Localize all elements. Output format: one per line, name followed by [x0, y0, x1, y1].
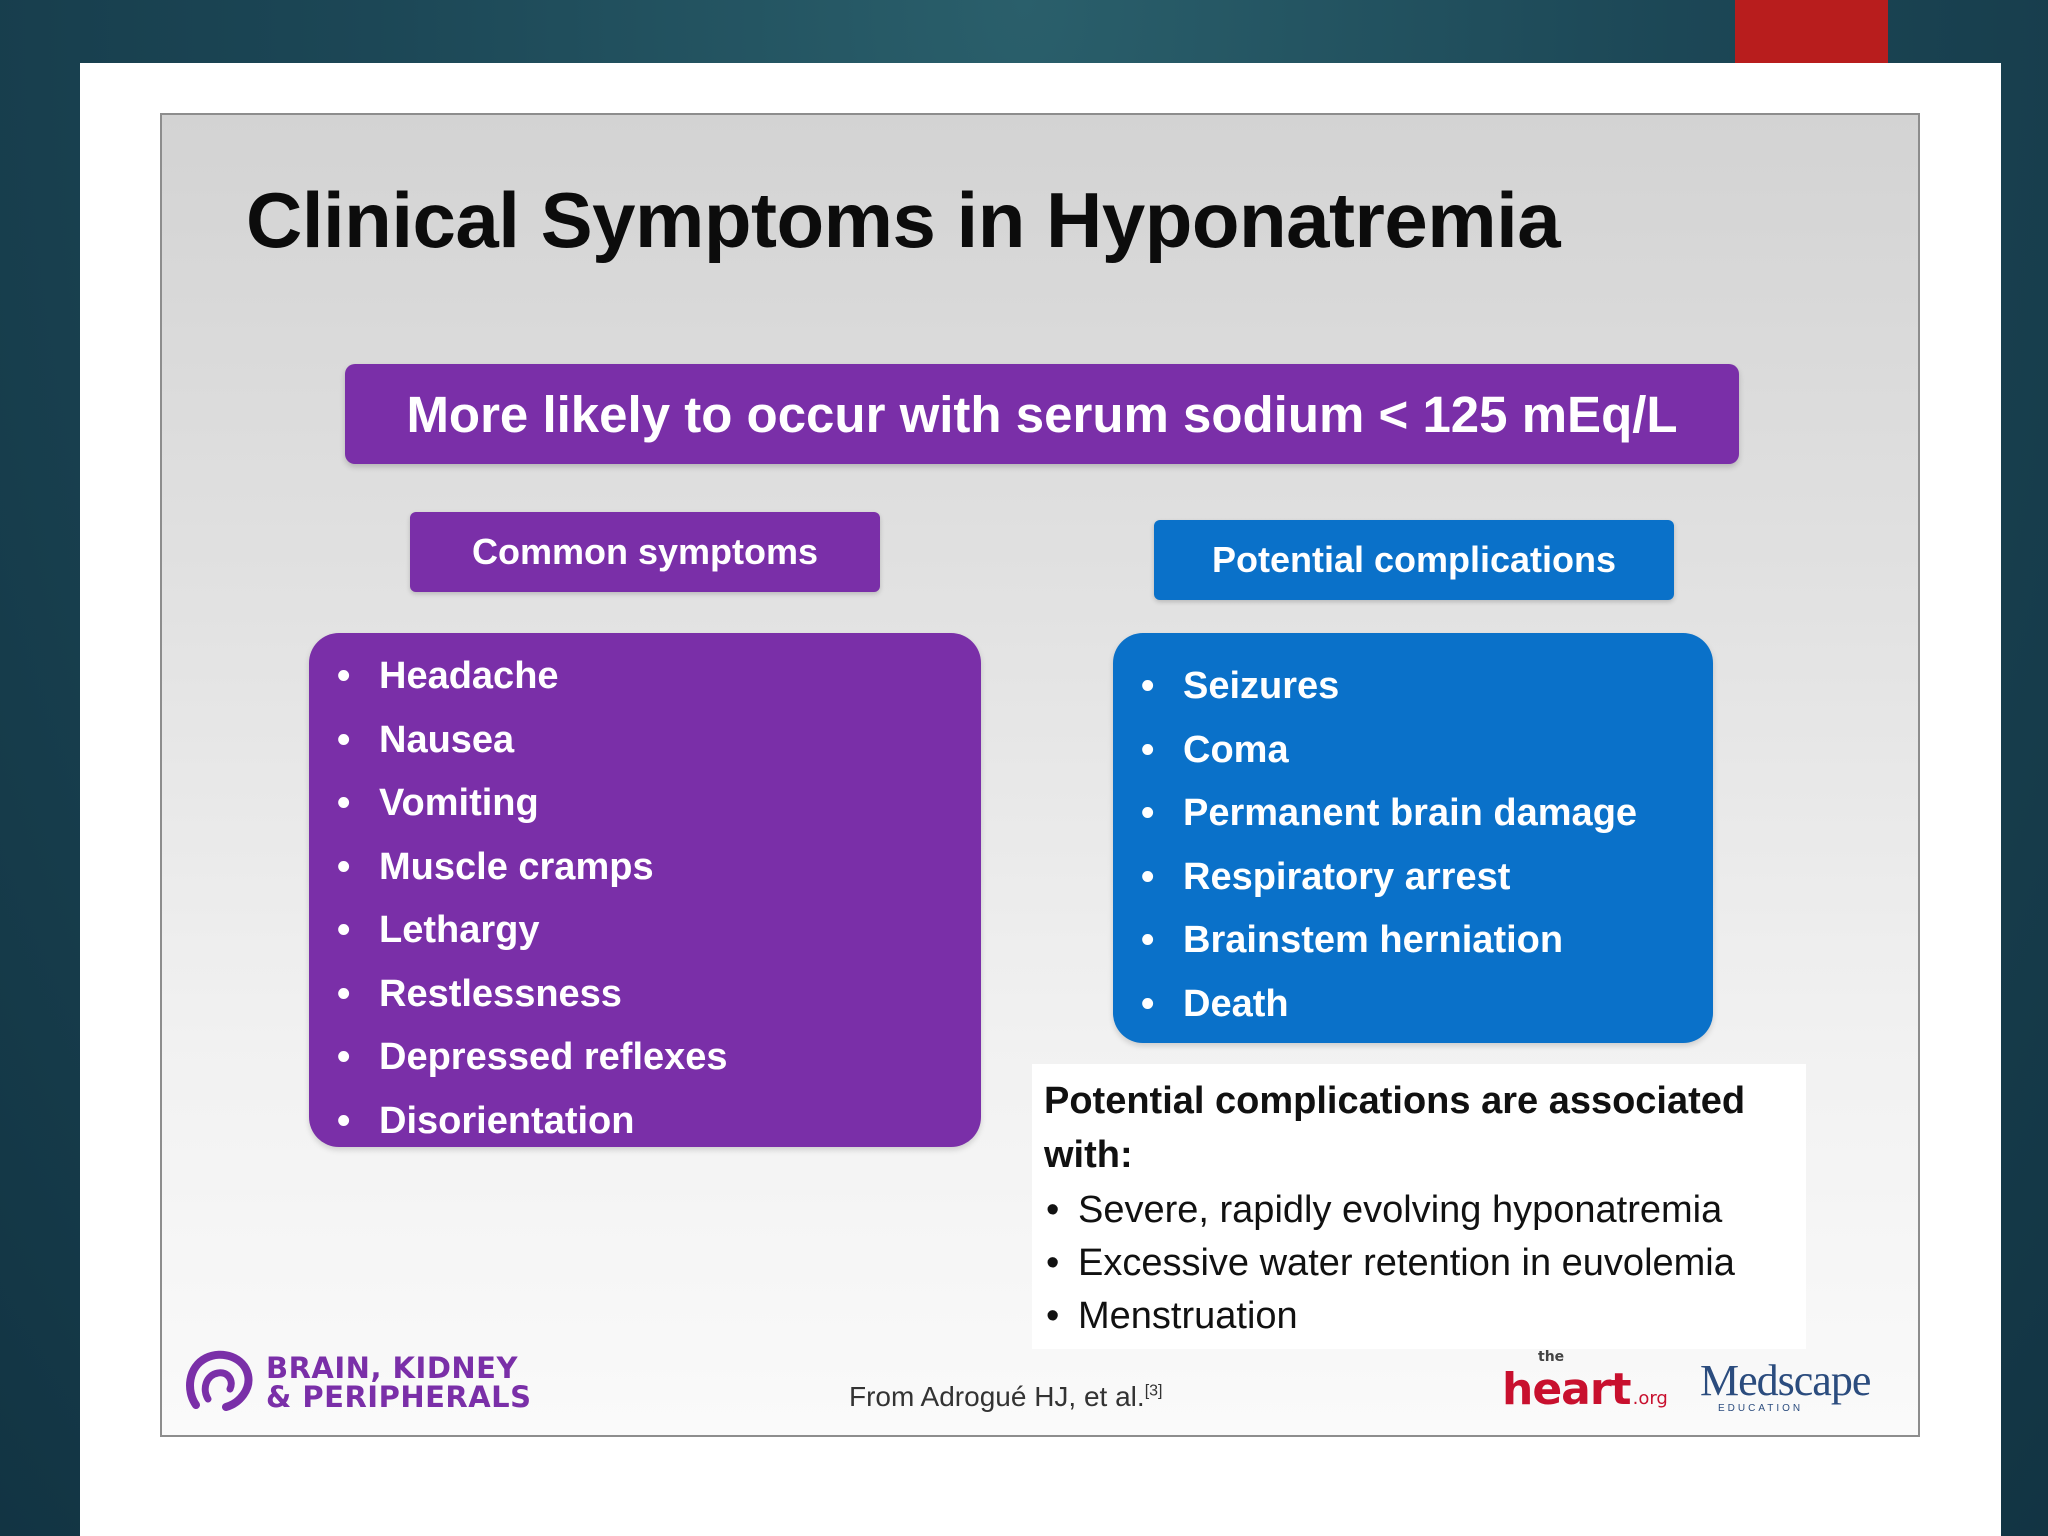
citation-ref: [3]	[1144, 1382, 1163, 1400]
red-accent-bar	[1735, 0, 1888, 64]
medscape-logo	[1700, 1356, 1871, 1414]
logo-heart-the: the	[1538, 1349, 1565, 1365]
note-list	[1044, 1184, 1806, 1343]
common-symptoms-list	[309, 633, 981, 1147]
list-item: • Nausea	[379, 709, 981, 773]
slide-title: Clinical Symptoms in Hyponatremia	[246, 176, 1561, 264]
list-item: • Death	[1183, 973, 1713, 1037]
list-item: • Restlessness	[379, 963, 981, 1027]
note-heading: Potential complications are associated with:	[1044, 1080, 1746, 1176]
list-item: • Excessive water retention in euvolemia	[1044, 1237, 1806, 1290]
common-symptoms-label: Common symptoms	[410, 512, 880, 592]
list-item: • Vomiting	[379, 772, 981, 836]
citation	[849, 1381, 1162, 1413]
logo-line-1: BRAIN, KIDNEY	[266, 1351, 518, 1385]
logo-heart-text: heart	[1502, 1364, 1631, 1415]
list-item: • Seizures	[1183, 655, 1713, 719]
citation-text: From Adrogué HJ, et al.	[849, 1381, 1145, 1412]
potential-complications-label: Potential complications	[1154, 520, 1674, 600]
list-item: • Lethargy	[379, 899, 981, 963]
complications-note	[1032, 1064, 1806, 1349]
brain-kidney-peripherals-logo	[182, 1347, 532, 1419]
complications-list	[1113, 633, 1713, 1043]
theheart-logo	[1502, 1349, 1668, 1415]
logo-medscape-text: Medscape	[1700, 1356, 1871, 1405]
list-item: • Coma	[1183, 719, 1713, 783]
list-item: • Headache	[379, 645, 981, 709]
list-item: • Permanent brain damage	[1183, 782, 1713, 846]
list-item: • Severe, rapidly evolving hyponatremia	[1044, 1184, 1806, 1237]
list-item: • Menstruation	[1044, 1290, 1806, 1343]
logo-medscape-sub: EDUCATION	[1718, 1403, 1804, 1414]
list-item: • Muscle cramps	[379, 836, 981, 900]
list-item: • Disorientation	[379, 1090, 981, 1154]
brain-swirl-icon	[182, 1347, 254, 1419]
logo-heart-org: .org	[1632, 1388, 1668, 1409]
list-item: • Depressed reflexes	[379, 1026, 981, 1090]
list-item: • Respiratory arrest	[1183, 846, 1713, 910]
slide	[160, 113, 1920, 1437]
list-item: • Brainstem herniation	[1183, 909, 1713, 973]
logo-line-2: & PERIPHERALS	[266, 1380, 532, 1414]
sodium-banner: More likely to occur with serum sodium < 125 mEq/L	[345, 364, 1739, 464]
